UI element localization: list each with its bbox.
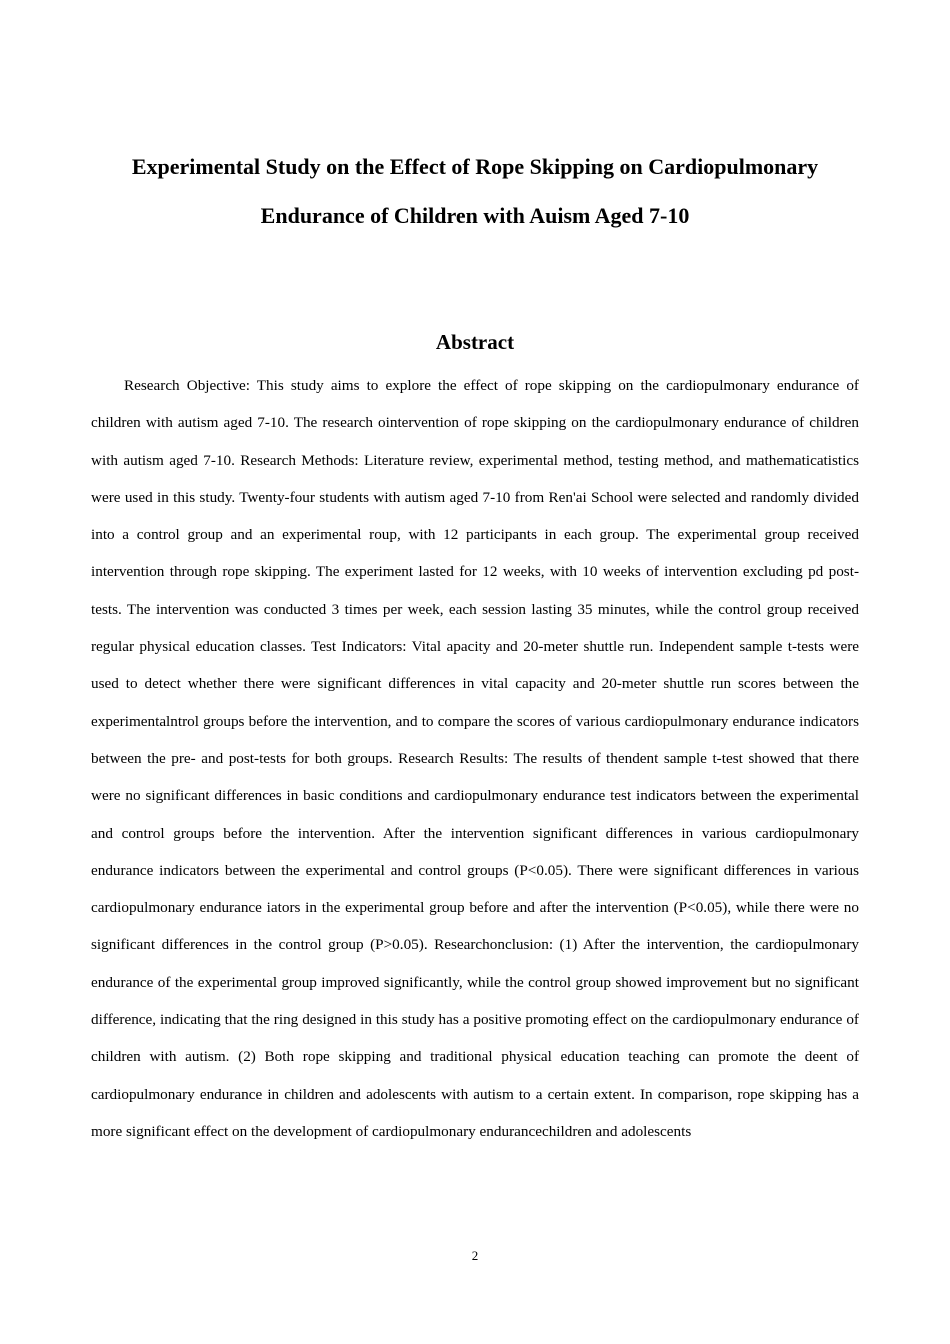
paper-title-line-1: Experimental Study on the Effect of Rope Skipping on Cardiopulmonary — [131, 154, 819, 179]
paper-title-line-2: Endurance of Children with Auism Aged 7-10 — [260, 203, 690, 228]
abstract-heading: Abstract — [435, 330, 515, 354]
page-number: 2 — [471, 1248, 479, 1263]
abstract-body: Research Objective: This study aims to explore the effect of rope skipping on the cardiopulmonary endurance of children with autism aged 7-10. The research ointervention of rope skipping on the cardiopulmonary endurance of children with autism aged 7-10. Research Methods: Literature review, experimental method, testing method, and mathematicatistics were used in this study. Twenty-four students with autism aged 7-10 from Ren'ai School were selected and randomly divided into a control group and an experimental roup, with 12 participants in each group. The experimental group received intervention through rope skipping. The experiment lasted for 12 weeks, with 10 weeks of intervention excluding pd post-tests. The intervention was conducted 3 times per week, each session lasting 35 minutes, while the control group received regular physical education classes. Test Indicators: Vital apacity and 20-meter shuttle run. Independent sample t-tests were used to detect whether there were significant differences in vital capacity and 20-meter shuttle run scores between the experimentalntrol groups before the intervention, and to compare the scores of various cardiopulmonary endurance indicators between the pre- and post-tests for both groups. Research Results: The results of thendent sample t-test showed that there were no significant differences in basic conditions and cardiopulmonary endurance test indicators between the experimental and control groups before the intervention. After the intervention significant differences in various cardiopulmonary endurance indicators between the experimental and control groups (P<0.05). There were significant differences in various cardiopulmonary endurance iators in the experimental group before and after the intervention (P<0.05), while there were no significant differences in the control group (P>0.05). Researchonclusion: (1) After the intervention, the cardiopulmonary endurance of the experimental group improved significantly, while the control group showed improvement but no significant difference, indicating that the ring designed in this study has a positive promoting effect on the cardiopulmonary endurance of children with autism. (2) Both rope skipping and traditional physical education teaching can promote the deent of cardiopulmonary endurance in children and adolescents with autism to a certain extent. In comparison, rope skipping has a more significant effect on the development of cardiopulmonary endurancechildren and adolescents — [91, 377, 859, 1140]
